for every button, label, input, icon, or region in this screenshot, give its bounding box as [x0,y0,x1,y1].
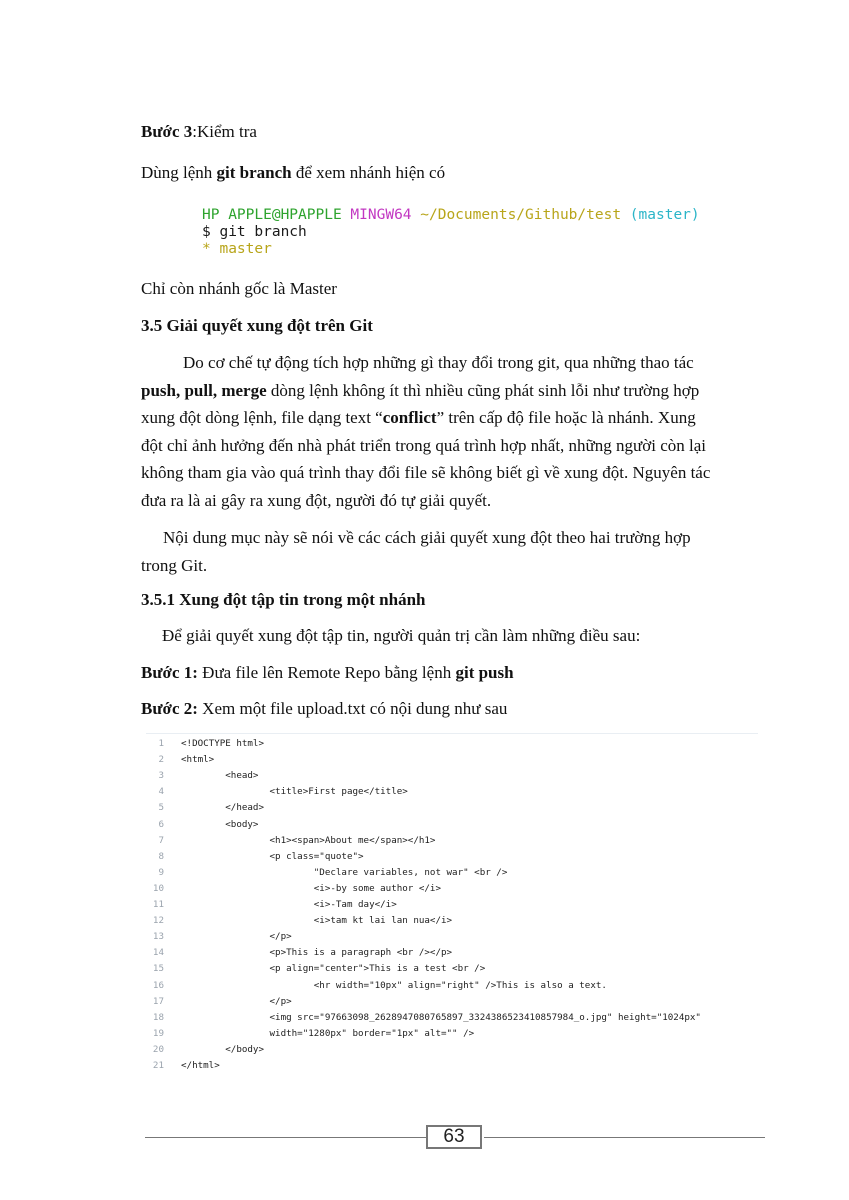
code-line-text: <head> [181,770,259,782]
code-line-number: 4 [158,786,164,798]
page-number: 63 [426,1125,482,1149]
code-line-number: 18 [152,1011,164,1023]
intro-3-5-1: Để giải quyết xung đột tập tin, người quản trị cần làm những điều sau: [162,626,641,645]
code-line-number: 9 [158,866,164,878]
step3-text: :Kiểm tra [192,122,257,141]
code-line-text: </html> [181,1060,220,1071]
instruction-command: git branch [216,163,292,182]
code-line-number: 20 [152,1043,164,1055]
code-line-text: <i>tam kt lai lan nua</i> [181,915,453,927]
code-line-text: <img src="97663098_2628947080765897_3324386523410857984_o.jpg" height="1024px" [181,1011,701,1023]
instruction-text-end: để xem nhánh hiện có [291,163,446,182]
code-line-text: <p align="center">This is a test <br /> [181,963,486,975]
terminal-branch-tag: (master) [629,207,700,223]
code-line-text: </p> [181,931,292,943]
code-line-number: 7 [158,834,164,846]
code-line-text: <!DOCTYPE html> [181,738,264,749]
para1-line1: Do cơ chế tự động tích hợp những gì thay đổi trong git, qua những thao tác [183,353,694,372]
code-line [146,996,758,1012]
section-3-5-heading: 3.5 Giải quyết xung đột trên Git [141,316,373,335]
code-line [146,915,758,931]
step1-text: Đưa file lên Remote Repo bằng lệnh [197,663,456,682]
code-line-number: 3 [158,770,164,782]
code-line [146,980,758,996]
code-line-number: 5 [158,802,164,814]
code-line-text: <i>-Tam day</i> [181,899,397,910]
code-line [146,1044,758,1060]
code-line-text: "Declare variables, not war" <br /> [181,866,508,878]
code-listing [146,733,758,1079]
step1-label: Bước 1: [141,663,198,682]
para1-line4: đột chỉ ảnh hưởng đến nhà phát triển trong quá trình hợp nhất, những người còn lại [141,435,706,455]
para1-line3 [141,404,768,432]
paragraph-conflict-intro [141,349,768,515]
code-line-text: <body> [181,818,259,830]
step2-line [141,699,507,719]
code-line-number: 2 [158,754,164,766]
code-line [146,947,758,963]
step1-command: git push [455,663,514,682]
terminal-shell: MINGW64 [350,207,412,223]
code-line-number: 21 [152,1060,164,1071]
code-line-number: 16 [152,979,164,991]
para1-line6: đưa ra là ai gây ra xung đột, người đó tự giải quyết. [141,490,492,510]
code-line-text: <p>This is a paragraph <br /></p> [181,947,453,959]
para1-line5: không tham gia vào quá trình thay đổi file sẽ không biết gì về xung đột. Nguyên tác [141,463,711,483]
step3-label: Bước 3 [141,122,193,141]
git-branch-instruction [141,163,445,183]
footer-rule-left [145,1137,428,1138]
code-line-text: <html> [181,754,215,766]
code-line-number: 14 [152,947,164,959]
code-line-number: 15 [152,963,164,975]
step2-label: Bước 2: [141,699,198,718]
section-3-5-1-heading: 3.5.1 Xung đột tập tin trong một nhánh [141,590,426,609]
code-line-text: width="1280px" border="1px" alt="" /> [181,1027,475,1039]
step3-line [141,122,257,142]
code-line [146,963,758,979]
code-line [146,867,758,883]
para2-line2: trong Git. [141,555,208,575]
para1-line2-rest: dòng lệnh không ít thì nhiều cũng phát sinh lỗi như trường hợp [266,380,700,400]
code-line [146,883,758,899]
code-line [146,754,758,770]
code-line-number: 10 [152,882,164,894]
code-line [146,931,758,947]
terminal-screenshot [202,207,700,258]
terminal-command: $ git branch [202,224,307,240]
code-line-number: 6 [158,818,164,830]
code-line-text: <hr width="10px" align="right" />This is also a text. [181,979,607,991]
para1-line2 [141,377,768,405]
code-line-text: <i>-by some author </i> [181,882,441,894]
code-line [146,1012,758,1028]
code-line-number: 1 [158,738,164,749]
code-line-text: </head> [181,802,264,814]
only-master-text: Chỉ còn nhánh gốc là Master [141,279,337,298]
code-line [146,1060,758,1076]
para2-line1: Nội dung mục này sẽ nói về các cách giải quyết xung đột theo hai trường hợp [163,528,691,547]
para1-bold-commands: push, pull, merge [141,380,267,400]
paragraph-section-overview [141,524,768,579]
code-line-number: 8 [158,850,164,862]
code-line-text: </body> [181,1043,264,1055]
code-line-text: </p> [181,995,292,1007]
step2-text: Xem một file upload.txt có nội dung như sau [197,699,508,718]
instruction-text: Dùng lệnh [141,163,217,182]
terminal-path: ~/Documents/Github/test [420,207,622,223]
para1-line3-pre: xung đột dòng lệnh, file dạng text “ [141,408,383,428]
code-line [146,851,758,867]
code-line-text: <h1><span>About me</span></h1> [181,834,436,846]
terminal-output: * master [202,241,272,257]
code-line [146,899,758,915]
code-line-number: 19 [152,1027,164,1039]
code-line [146,819,758,835]
code-line [146,835,758,851]
para1-line3-post: ” trên cấp độ file hoặc là nhánh. Xung [436,408,696,428]
code-line-number: 11 [152,899,164,910]
code-line-number: 13 [152,931,164,943]
terminal-user: HP APPLE@HPAPPLE [202,207,342,223]
code-line [146,738,758,754]
code-line [146,1028,758,1044]
code-line-number: 12 [152,915,164,927]
para1-conflict-word: conflict [382,408,437,428]
code-line [146,802,758,818]
footer-rule-right [484,1137,765,1138]
code-line [146,770,758,786]
code-line [146,786,758,802]
code-line-number: 17 [152,995,164,1007]
code-line-text: <title>First page</title> [181,786,408,798]
code-line-text: <p class="quote"> [181,850,364,862]
step1-line [141,663,514,683]
